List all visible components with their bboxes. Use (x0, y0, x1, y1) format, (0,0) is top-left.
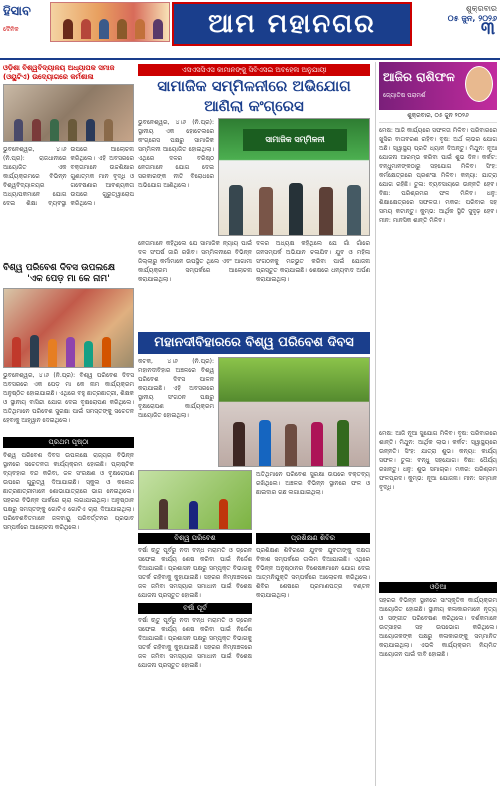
page-title-box (172, 2, 412, 46)
sub-label-1: ବିଶ୍ୱ ପରିବେଶ (138, 533, 252, 544)
horoscope-date: ଶୁକ୍ରବାର, ୦୫ ଜୁନ ୨୦୨୬ (379, 110, 497, 123)
sub-label-3: ବର୍ଷା ପୂର୍ବ (138, 603, 252, 614)
middle-section-headline: ମହାନଦୀବିହାରରେ ବିଶ୍ୱ ପରିବେଶ ଦିବସ (138, 332, 370, 354)
left-headline-2b: 'ଏକ ପେଡ଼ ମା କେ ନାମ' (27, 274, 110, 284)
middle-photo-2 (218, 357, 370, 467)
issue-date: ୦୫ ଜୁନ, ୨୦୨୬ (447, 14, 497, 23)
left-photo-1 (3, 84, 134, 142)
middle-headline: ସାମାଜିକ ସମ୍ମିଳନୀରେ ଅଭିଯୋଗ ଆଣିଲା କଂଗ୍ରେସ (157, 77, 351, 115)
astrologer-avatar (465, 66, 493, 102)
middle-photo-1 (218, 118, 370, 236)
middle-article-5: ଅତିଥିମାନେ ପରିବେଶ ସୁରକ୍ଷା ଉପରେ ବକ୍ତବ୍ୟ ରଖିଥିଲେ। ଅଞ୍ଚଳର ବିଭିନ୍ନ ସ୍ଥାନରେ ଫଳ ଓ ଛାଇଦାର ଗଛ ଲଗାଯାଇଥିଲା। (256, 471, 370, 496)
right-section-label: ଓଡ଼ିଆ (379, 582, 497, 593)
horoscope-text: ମେଷ: ଆଜି କାର୍ଯ୍ୟରେ ସଫଳତା ମିଳିବ। ପରିବାରରେ ଖୁସିର ବାତାବରଣ ରହିବ। ବୃଷ: ଅର୍ଥ ଲାଭର ଯୋଗ ଅଛି। ସ୍ୱାସ୍ଥ୍ୟ ପ୍ରତି ଧ୍ୟାନ ଦିଅନ୍ତୁ। ମିଥୁନ: ନୂଆ ଯୋଜନା ଆରମ୍ଭ କରିବା ପାଇଁ ଶୁଭ ଦିନ। କର୍କଟ: ବନ୍ଧୁମାନଙ୍କଠାରୁ ସହଯୋଗ ମିଳିବ। ସିଂହ: କର୍ମକ୍ଷେତ୍ରରେ ପ୍ରଶଂସା ମିଳିବ। କନ୍ୟା: ଯାତ୍ରା ଯୋଗ ରହିଛି। ତୁଳା: ବ୍ୟବସାୟରେ ଉନ୍ନତି ହେବ। ବିଛା: ପରିଶ୍ରମର ଫଳ ମିଳିବ। ଧନୁ: ଶିକ୍ଷାକ୍ଷେତ୍ରରେ ସଫଳତା। ମକର: ପରିବାର ସହ ସମୟ କଟାନ୍ତୁ। କୁମ୍ଭ: ଆର୍ଥିକ ସ୍ଥିତି ସୁଦୃଢ଼ ହେବ। ମୀନ: ମାନସିକ ଶାନ୍ତି ମିଳିବ। (379, 127, 497, 224)
middle-photo-3 (138, 470, 252, 530)
left-section-label: ପ୍ରଥମ ପୃଷ୍ଠା (3, 437, 134, 448)
middle-article-6: ବର୍ଷା ଋତୁ ପୂର୍ବରୁ ନଦୀ ବନ୍ଧ ମରାମତି ଓ ଡ୍ରେନ ସଫେଇ କାର୍ଯ୍ୟ ଶେଷ କରିବା ପାଇଁ ନିର୍ଦ୍ଦେଶ ଦିଆଯାଇଛି। ପ୍ରଶାସନ ପକ୍ଷରୁ ସମ୍ପୃକ୍ତ ବିଭାଗକୁ ସତର୍କ ରହିବାକୁ କୁହାଯାଇଛି। ସହରର ନିମ୍ନାଞ୍ଚଳରେ ଜଳ ଜମିବା ସମସ୍ୟାର ସମାଧାନ ପାଇଁ ବିଶେଷ ଯୋଜନା ପ୍ରସ୍ତୁତ ହୋଇଛି। (138, 617, 252, 669)
issue-day: ଶୁକ୍ରବାର (465, 4, 497, 13)
masthead-banner-image (50, 2, 170, 42)
page-title: ଆମ ମହାନଗର (208, 9, 376, 39)
left-article-2: ଭୁବନେଶ୍ୱର, ୪।୬ (ନି.ପ୍ର): ବିଶ୍ୱ ପରିବେଶ ଦିବସ ଅବସରରେ ଏକ ପେଡ଼ ମା କେ ନାମ କାର୍ଯ୍ୟକ୍ରମ ଅନୁଷ୍ଠିତ ହୋଇଯାଇଛି। ଏଥିରେ ବହୁ ଛାତ୍ରଛାତ୍ରୀ, ଶିକ୍ଷକ ଓ ସ୍ଥାନୀୟ ବାସିନ୍ଦା ଯୋଗ ଦେଇ ବୃକ୍ଷରୋପଣ କରିଥିଲେ। ଅତିଥିମାନେ ପରିବେଶ ସୁରକ୍ଷା ପାଇଁ ସମସ୍ତଙ୍କୁ ସଚେତନ ହେବାକୁ ଆହ୍ୱାନ ଦେଇଥିଲେ। (3, 372, 134, 424)
horoscope-text-2: ମେଷ: ଆଜି ନୂଆ ସୁଯୋଗ ମିଳିବ। ବୃଷ: ପରିବାରରେ ଶାନ୍ତି। ମିଥୁନ: ଆର୍ଥିକ ଲାଭ। କର୍କଟ: ସ୍ୱାସ୍ଥ୍ୟରେ ଉନ୍ନତି। ସିଂହ: ଯାତ୍ରା ଶୁଭ। କନ୍ୟା: କାର୍ଯ୍ୟ ସଫଳ। ତୁଳା: ବନ୍ଧୁ ସହଯୋଗ। ବିଛା: ଧୈର୍ଯ୍ୟ ରଖନ୍ତୁ। ଧନୁ: ଶୁଭ ସମାଚାର। ମକର: ପରିଶ୍ରମ ଫଳପ୍ରଦ। କୁମ୍ଭ: ନୂଆ ଯୋଜନା। ମୀନ: ସମ୍ମାନ ବୃଦ୍ଧି। (379, 430, 497, 491)
logo-tagline: ଦୈନିକ (3, 26, 19, 33)
left-column (3, 64, 134, 786)
left-headline-2: ବିଶ୍ୱ ପରିବେଶ ଦିବସ ଉପଲକ୍ଷେ (3, 263, 115, 273)
date-box (415, 4, 497, 44)
page-number: ୩ (480, 18, 495, 39)
middle-column (138, 64, 370, 736)
left-article-3: ବିଶ୍ୱ ପରିବେଶ ଦିବସ ଉପଲକ୍ଷେ ରାଜ୍ୟର ବିଭିନ୍ନ ସ୍ଥାନରେ ସଚେତନତା କାର୍ଯ୍ୟକ୍ରମ ହୋଇଛି। ପ୍ଲାଷ୍ଟିକ ବ୍ୟବହାର ବନ୍ଦ କରିବା, ଜଳ ସଂରକ୍ଷଣ ଓ ବୃକ୍ଷରୋପଣ ଉପରେ ଗୁରୁତ୍ୱ ଦିଆଯାଇଛି। ସ୍କୁଲ ଓ କଲେଜ ଛାତ୍ରଛାତ୍ରୀମାନେ ଶୋଭାଯାତ୍ରାରେ ଭାଗ ନେଇଥିଲେ। ସହରର ବିଭିନ୍ନ ପାର୍କରେ ଚାରା ଲଗାଯାଇଥିଲା। ଅନୁଷ୍ଠାନ ପକ୍ଷରୁ ସମସ୍ତଙ୍କୁ ଗୋଟିଏ ଗୋଟିଏ ଚାରା ଦିଆଯାଇଥିଲା। ପରିବେଶବିତମାନେ ଜଳବାୟୁ ପରିବର୍ତ୍ତନର ପ୍ରଭାବ ସମ୍ପର୍କରେ ଆଲୋଚନା କରିଥିଲେ। (3, 452, 134, 531)
middle-article-4: କଟକ, ୪।୬ (ନି.ପ୍ର): ମହାନଦୀବିହାର ଅଞ୍ଚଳରେ ବିଶ୍ୱ ପରିବେଶ ଦିବସ ପାଳନ କରାଯାଇଛି। ଏହି ଅବସରରେ ସ୍ଥାନୀୟ ସଂଗଠନ ପକ୍ଷରୁ ବୃକ୍ଷରୋପଣ କାର୍ଯ୍ୟକ୍ରମ ଆୟୋଜିତ ହୋଇଥିଲା। (138, 358, 214, 419)
middle-article-1: ଭୁବନେଶ୍ୱର, ୪।୬ (ନି.ପ୍ର): ସ୍ଥାନୀୟ ଏକ ହୋଟେଲରେ କଂଗ୍ରେସ ପକ୍ଷରୁ ସାମାଜିକ ସମ୍ମିଳନୀ ଆୟୋଜିତ ହୋଇଥିଲା। ଏଥିରେ ଦଳର ବରିଷ୍ଠ ନେତାମାନେ ଯୋଗ ଦେଇ ସରକାରଙ୍କ ନୀତି ବିରୋଧରେ ଅଭିଯୋଗ ଆଣିଥିଲେ। (138, 119, 214, 189)
middle-article-7: ପ୍ରଶିକ୍ଷଣ ଶିବିରରେ ଯୁବକ ଯୁବତୀଙ୍କୁ ଦକ୍ଷତା ବିକାଶ ସମ୍ପର୍କରେ ତାଲିମ ଦିଆଯାଇଛି। ଏଥିରେ ବିଭିନ୍ନ ଅନୁଷ୍ଠାନର ବିଶେଷଜ୍ଞମାନେ ଯୋଗ ଦେଇ ଆତ୍ମନିଯୁକ୍ତି ସମ୍ପର୍କରେ ଆଲୋଚନା କରିଥିଲେ। ଶିବିର ଶେଷରେ ପ୍ରମାଣପତ୍ର ବଣ୍ଟନ କରାଯାଇଥିଲା। (256, 547, 370, 599)
left-photo-2 (3, 288, 134, 368)
astrologer-name: ଜ୍ୟୋତିଷ ପରାମର୍ଶ (383, 92, 426, 99)
horoscope-title: ଆଜିର ରାଶିଫଳ (383, 70, 455, 84)
left-article-1: ଭୁବନେଶ୍ୱର, ୪।୬ (ନି.ପ୍ର): ରାଜଧାନୀରେ ଆୟୋଜିତ ଏକ କାର୍ଯ୍ୟକ୍ରମରେ ବିଭିନ୍ନ ବିଶ୍ୱବିଦ୍ୟାଳୟର ଅଧ୍ୟାପକମାନେ ଯୋଗ ଦେଇ ଶିକ୍ଷା ବ୍ୟବସ୍ଥା ଉପରେ ଆଲୋଚନା କରିଥିଲେ। ଏହି ଅବସରରେ ବକ୍ତାମାନେ ଉଚ୍ଚଶିକ୍ଷାର ଗୁଣାତ୍ମକ ମାନ ବୃଦ୍ଧି ଓ ଗବେଷଣାର ଆବଶ୍ୟକତା ଉପରେ ଗୁରୁତ୍ୱାରୋପ କରିଥିଲେ। (3, 146, 134, 207)
masthead (0, 0, 500, 60)
newspaper-logo: ହିସାବ (3, 4, 31, 19)
horoscope-header (379, 62, 497, 110)
right-column (375, 62, 497, 786)
banner-text: ସାମାଜିକ ସମ୍ମିଳନୀ (243, 129, 347, 151)
middle-article-3: ଦଳର ଅଧ୍ୟକ୍ଷ କହିଥିଲେ ଯେ ଗାଁ ଗାଁରେ ଜନସମ୍ପର୍କ ଅଭିଯାନ ଚଳାଯିବ। ଯୁବ ଓ ମହିଳା ସଂଗଠନକୁ ମଜଭୁତ କରିବା ପାଇଁ ଯୋଜନା ପ୍ରସ୍ତୁତ କରାଯାଇଛି। ଶେଷରେ ଧନ୍ୟବାଦ ଅର୍ପଣ କରାଯାଇଥିଲା। (256, 240, 370, 283)
sub-label-2: ପ୍ରଶିକ୍ଷଣ ଶିବିର (256, 533, 370, 544)
middle-topbar: ଏସଏସସିଏସ କାମାନଙ୍କୁ ସିବିଏସଇ ଅବହେଳା ଅନୁଯାୟୀ (138, 64, 370, 76)
right-article: ସହରର ବିଭିନ୍ନ ସ୍ଥାନରେ ସାଂସ୍କୃତିକ କାର୍ଯ୍ୟକ୍ରମ ଆୟୋଜିତ ହୋଇଛି। ସ୍ଥାନୀୟ କଳାକାରମାନେ ନୃତ୍ୟ ଓ ସଙ୍ଗୀତ ପରିବେଷଣ କରିଥିଲେ। ଦର୍ଶକମାନେ ଉତ୍ସାହର ସହ ଉପଭୋଗ କରିଥିଲେ। ଆୟୋଜକଙ୍କ ପକ୍ଷରୁ କଳାକାରଙ୍କୁ ସମ୍ମାନିତ କରାଯାଇଥିଲା। ଏଭଳି କାର୍ଯ୍ୟକ୍ରମ ନିୟମିତ ଆୟୋଜନ ପାଇଁ ଦାବି ହୋଇଛି। (379, 597, 497, 658)
middle-article-6a: ବର୍ଷା ଋତୁ ପୂର୍ବରୁ ନଦୀ ବନ୍ଧ ମରାମତି ଓ ଡ୍ରେନ ସଫେଇ କାର୍ଯ୍ୟ ଶେଷ କରିବା ପାଇଁ ନିର୍ଦ୍ଦେଶ ଦିଆଯାଇଛି। ପ୍ରଶାସନ ପକ୍ଷରୁ ସମ୍ପୃକ୍ତ ବିଭାଗକୁ ସତର୍କ ରହିବାକୁ କୁହାଯାଇଛି। ସହରର ନିମ୍ନାଞ୍ଚଳରେ ଜଳ ଜମିବା ସମସ୍ୟାର ସମାଧାନ ପାଇଁ ବିଶେଷ ଯୋଜନା ପ୍ରସ୍ତୁତ ହୋଇଛି। (138, 547, 252, 599)
middle-article-2: ନେତାମାନେ କହିଥିଲେ ଯେ ସାମାଜିକ ନ୍ୟାୟ ପାଇଁ ଦଳ ସଂଘର୍ଷ ଜାରି ରଖିବ। ସମ୍ମିଳନୀରେ ବିଭିନ୍ନ ଜିଲ୍ଲାରୁ କର୍ମୀମାନେ ଉପସ୍ଥିତ ଥିଲେ ଏବଂ ଆଗାମୀ କାର୍ଯ୍ୟକ୍ରମ ସମ୍ପର୍କରେ ଆଲୋଚନା କରାଯାଇଥିଲା। (138, 240, 252, 283)
left-headline: ଓଡ଼ିଶା ବିଶ୍ୱବିଦ୍ୟାଳୟ ଅଧ୍ୟାପକ ସମାଜ (ଓୟୁଟିଏ) ଉଦ୍ୟୋଗରେ କର୍ମଶାଳା (3, 64, 115, 81)
